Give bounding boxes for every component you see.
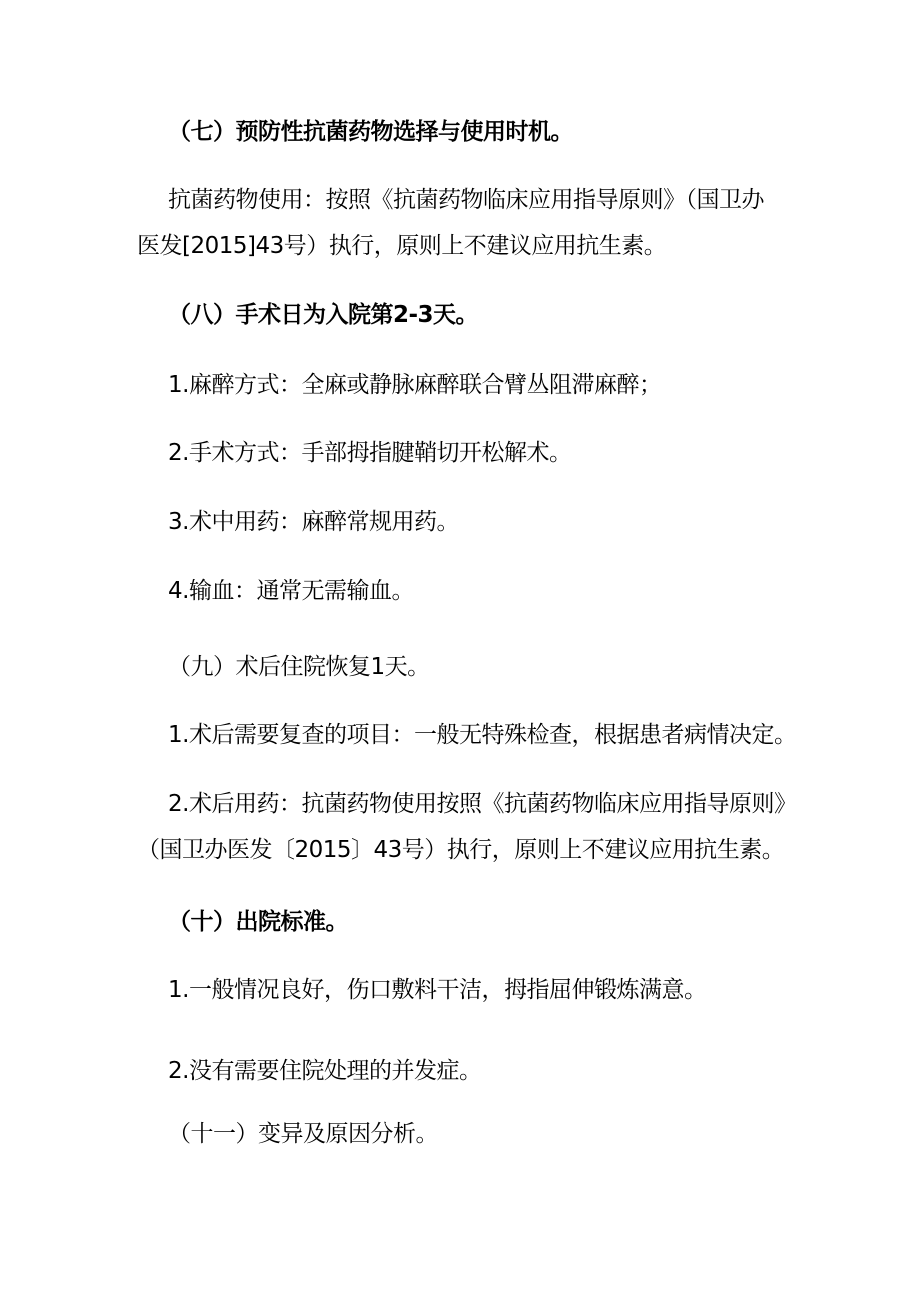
list-item-no-complications: 2.没有需要住院处理的并发症。 [168, 1058, 482, 1084]
list-item-surgery-method: 2.手术方式：手部拇指腱鞘切开松解术。 [168, 440, 572, 466]
list-item-intraoperative-medication: 3.术中用药：麻醉常规用药。 [168, 509, 459, 535]
section-heading-discharge-criteria: （十）出院标准。 [168, 909, 348, 935]
list-item-blood-transfusion: 4.输血：通常无需输血。 [168, 578, 414, 604]
section-heading-postoperative-recovery: （九）术后住院恢复1天。 [168, 654, 430, 680]
paragraph-antibiotic-usage-line-2: 医发[2015]43号）执行，原则上不建议应用抗生素。 [137, 233, 667, 259]
section-heading-surgery-day: （八）手术日为入院第2-3天。 [168, 302, 479, 328]
section-heading-preventive-antibiotics: （七）预防性抗菌药物选择与使用时机。 [168, 119, 573, 145]
list-item-postoperative-checks: 1.术后需要复查的项目：一般无特殊检查，根据患者病情决定。 [168, 722, 797, 748]
list-item-postoperative-medication-line-2: （国卫办医发〔2015〕43号）执行，原则上不建议应用抗生素。 [137, 837, 785, 863]
list-item-postoperative-medication-line-1: 2.术后用药：抗菌药物使用按照《抗菌药物临床应用指导原则》 [168, 791, 797, 817]
section-heading-variation-analysis: （十一）变异及原因分析。 [168, 1121, 438, 1147]
list-item-anesthesia-method: 1.麻醉方式：全麻或静脉麻醉联合臂丛阻滞麻醉； [168, 372, 662, 398]
paragraph-antibiotic-usage-line-1: 抗菌药物使用：按照《抗菌药物临床应用指导原则》（国卫办 [168, 187, 764, 213]
list-item-general-condition: 1.一般情况良好，伤口敷料干洁，拇指屈伸锻炼满意。 [168, 977, 707, 1003]
